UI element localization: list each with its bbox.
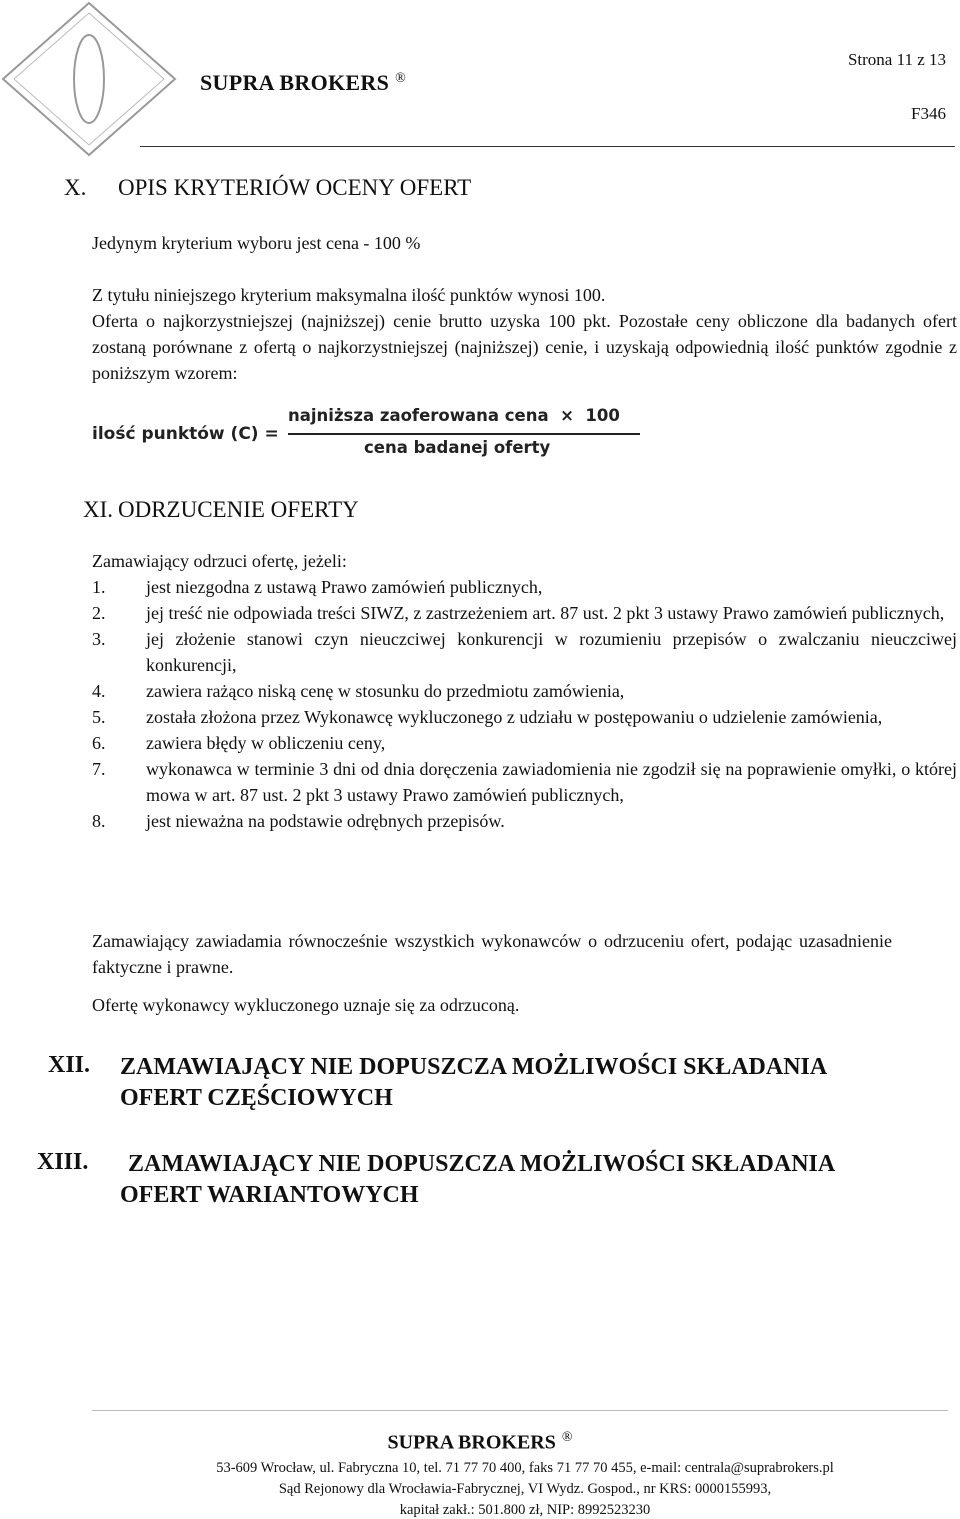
list-item: 7. wykonawca w terminie 3 dni od dnia doręczenia zawiadomienia nie zgodził się na poprawienie omyłki, o której mowa w art. 87 ust. 2 pkt 3 ustawy Prawo zamówień publicznych, <box>92 759 957 805</box>
footer-court: Sąd Rejonowy dla Wrocławia-Fabrycznej, VI Wydz. Gospod., nr KRS: 0000155993, <box>278 1481 772 1497</box>
header-brand: SUPRA BROKERS ® <box>200 70 407 95</box>
formula-numerator: najniższa zaoferowana cena × 100 <box>288 406 620 425</box>
footer-brand: SUPRA BROKERS ® <box>387 1430 573 1454</box>
fraction-bar <box>288 433 640 435</box>
section-xii-number: XII. <box>48 1052 91 1078</box>
section-xiii-title: ZAMAWIAJĄCY NIE DOPUSZCZA MOŻLIWOŚCI SKŁADANIA OFERT WARIANTOWYCH <box>120 1151 836 1208</box>
header-divider <box>140 146 955 147</box>
footer-address: 53-609 Wrocław, ul. Fabryczna 10, tel. 71 77 70 400, faks 71 77 70 455, e-mail: centrala@suprabrokers.pl <box>216 1460 834 1476</box>
list-item: 5. została złożona przez Wykonawcę wykluczonego z udziału w postępowaniu o udzielenie zamówienia, <box>92 707 883 727</box>
notification-paragraph: Zamawiający zawiadamia równocześnie wszystkich wykonawców o odrzuceniu ofert, podając uzasadnienie faktyczne i prawne. <box>92 931 892 977</box>
rejection-list <box>92 574 957 834</box>
footer-divider <box>92 1410 948 1411</box>
registered-mark: ® <box>561 1430 573 1445</box>
section-xii-title: ZAMAWIAJĄCY NIE DOPUSZCZA MOŻLIWOŚCI SKŁADANIA OFERT CZĘŚCIOWYCH <box>120 1054 828 1111</box>
section-x-heading <box>64 175 471 201</box>
scoring-formula <box>92 404 640 466</box>
list-item: 3. jej złożenie stanowi czyn nieuczciwej konkurencji w rozumieniu przepisów o zwalczaniu nieuczciwej konkurencji, <box>92 629 957 675</box>
form-id: F346 <box>911 104 946 123</box>
company-logo <box>0 0 178 158</box>
page-number: Strona 11 z 13 <box>847 50 946 69</box>
list-item: 6. zawiera błędy w obliczeniu ceny, <box>92 733 386 753</box>
section-xiii-number: XIII. <box>37 1149 89 1175</box>
points-paragraph <box>92 282 957 386</box>
formula-lhs: ilość punktów (C) = <box>92 424 279 444</box>
registered-mark: ® <box>395 70 407 86</box>
points-paragraph-body: Oferta o najkorzystniejszej (najniższej) cenie brutto uzyska 100 pkt. Pozostałe ceny obliczone dla badanych ofert zostaną porównane z ofertą o najkorzystniejszej (najniższej) cenie, i uzyskają odpowiednią ilość punktów zgodnie z poniższym wzorem: <box>92 311 957 383</box>
section-title: ODRZUCENIE OFERTY <box>118 497 359 522</box>
list-item: 1. jest niezgodna z ustawą Prawo zamówień publicznych, <box>92 577 543 597</box>
section-title: OPIS KRYTERIÓW OCENY OFERT <box>118 175 472 200</box>
formula-denominator: cena badanej oferty <box>364 438 551 457</box>
list-item: 4. zawiera rażąco niską cenę w stosunku do przedmiotu zamówienia, <box>92 681 625 701</box>
section-xi-heading <box>83 497 359 523</box>
points-paragraph-line1: Z tytułu niniejszego kryterium maksymalna ilość punktów wynosi 100. <box>92 285 606 305</box>
list-item: 8. jest nieważna na podstawie odrębnych przepisów. <box>92 811 505 831</box>
rejection-intro: Zamawiający odrzuci ofertę, jeżeli: <box>92 551 347 571</box>
section-number: X. <box>64 175 87 200</box>
footer-capital: kapitał zakł.: 501.800 zł, NIP: 8992523230 <box>399 1502 651 1518</box>
rejected-paragraph: Ofertę wykonawcy wykluczonego uznaje się za odrzuconą. <box>92 995 520 1015</box>
criterion-paragraph: Jedynym kryterium wyboru jest cena - 100 % <box>92 233 421 253</box>
list-item: 2. jej treść nie odpowiada treści SIWZ, z zastrzeżeniem art. 87 ust. 2 pkt 3 ustawy Prawo zamówień publicznych, <box>92 603 945 623</box>
section-number: XI. <box>83 497 114 522</box>
